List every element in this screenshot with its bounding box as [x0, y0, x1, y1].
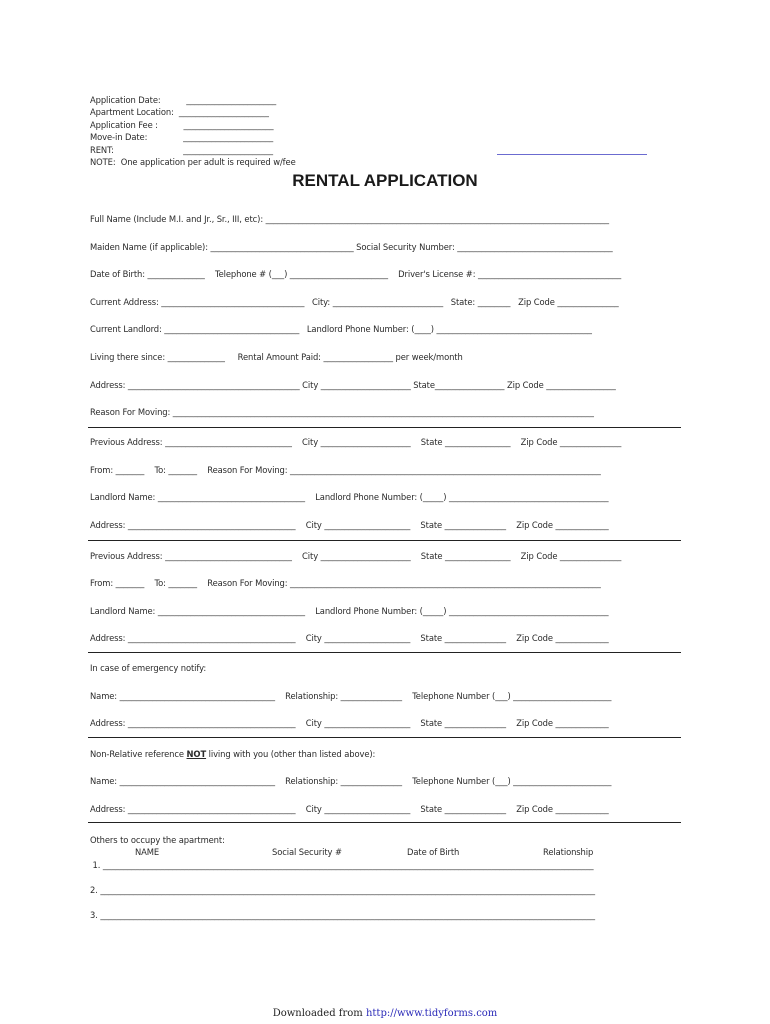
- section-divider: [88, 427, 681, 428]
- reason-moving-field[interactable]: Reason For Moving: _______________________________________________________________________________________________________: [90, 407, 594, 417]
- column-dob: Date of Birth: [407, 847, 460, 857]
- application-date-field[interactable]: Application Date: ______________________: [90, 95, 277, 105]
- footer-prefix: Downloaded from: [272, 1008, 366, 1019]
- section-divider: [88, 822, 681, 823]
- landlord-name-field[interactable]: Landlord Name: ____________________________________ Landlord Phone Number: (_____) _______________________________________: [90, 606, 609, 616]
- move-in-date-field[interactable]: Move-in Date: ______________________: [90, 132, 274, 142]
- application-fee-field[interactable]: Application Fee : ______________________: [90, 120, 274, 130]
- section-divider: [88, 737, 681, 738]
- from-to-field[interactable]: From: _______ To: _______ Reason For Moving: ____________________________________________________________________________: [90, 578, 601, 588]
- occupant-row[interactable]: 2. _________________________________________________________________________________________________________________________: [90, 885, 595, 895]
- emergency-address-field[interactable]: Address: _________________________________________ City _____________________ State _______________ Zip Code _____________: [90, 718, 609, 728]
- footer: [0, 1008, 770, 1019]
- previous-landlord-address-field[interactable]: Address: _________________________________________ City _____________________ State _______________ Zip Code _____________: [90, 633, 609, 643]
- apartment-location-field[interactable]: Apartment Location: ______________________: [90, 107, 269, 117]
- dob-phone-license-field[interactable]: Date of Birth: ______________ Telephone # (___) ________________________ Driver's License #: ___________________________________: [90, 269, 622, 279]
- signature-line[interactable]: [497, 154, 647, 155]
- note-text: NOTE: One application per adult is required w/fee: [90, 157, 296, 167]
- rent-field[interactable]: RENT: ______________________: [90, 145, 273, 155]
- occupants-heading: Others to occupy the apartment:: [90, 835, 225, 845]
- previous-address-field[interactable]: Previous Address: _______________________________ City ______________________ State ________________ Zip Code _______________: [90, 437, 622, 447]
- landlord-name-field[interactable]: Landlord Name: ____________________________________ Landlord Phone Number: (_____) _______________________________________: [90, 492, 609, 502]
- current-landlord-field[interactable]: Current Landlord: _________________________________ Landlord Phone Number: (____) ______________________________________: [90, 324, 592, 334]
- maiden-name-ssn-field[interactable]: Maiden Name (if applicable): ___________________________________ Social Security Number: ______________________________________: [90, 242, 613, 252]
- full-name-field[interactable]: Full Name (Include M.I. and Jr., Sr., III, etc): ____________________________________________________________________________________: [90, 214, 609, 224]
- section-divider: [88, 540, 681, 541]
- occupant-row[interactable]: 1. ________________________________________________________________________________________________________________________: [90, 860, 594, 870]
- reference-heading-pre: Non-Relative reference: [90, 749, 187, 759]
- previous-address-field[interactable]: Previous Address: _______________________________ City ______________________ State ________________ Zip Code _______________: [90, 551, 622, 561]
- reference-heading-post: living with you (other than listed above):: [206, 749, 376, 759]
- column-relationship: Relationship: [543, 847, 594, 857]
- column-name: NAME: [135, 847, 160, 857]
- current-address-field[interactable]: Current Address: ___________________________________ City: ___________________________ State: ________ Zip Code _______________: [90, 297, 619, 307]
- section-divider: [88, 652, 681, 653]
- living-since-field[interactable]: Living there since: ______________ Rental Amount Paid: _________________ per week/month: [90, 352, 463, 362]
- reference-heading: [90, 749, 375, 760]
- page-title: RENTAL APPLICATION: [292, 171, 478, 190]
- reference-name-field[interactable]: Name: ______________________________________ Relationship: _______________ Telephone Number (___) ________________________: [90, 776, 612, 786]
- landlord-address-field[interactable]: Address: __________________________________________ City ______________________ State_________________ Zip Code _________________: [90, 380, 616, 390]
- emergency-heading: In case of emergency notify:: [90, 663, 207, 673]
- occupant-row[interactable]: 3. _________________________________________________________________________________________________________________________: [90, 910, 595, 920]
- reference-heading-not: NOT: [186, 749, 207, 759]
- from-to-field[interactable]: From: _______ To: _______ Reason For Moving: ____________________________________________________________________________: [90, 465, 601, 475]
- footer-link[interactable]: http://www.tidyforms.com: [365, 1008, 498, 1019]
- column-ssn: Social Security #: [272, 847, 342, 857]
- emergency-name-field[interactable]: Name: ______________________________________ Relationship: _______________ Telephone Number (___) ________________________: [90, 691, 612, 701]
- previous-landlord-address-field[interactable]: Address: _________________________________________ City _____________________ State _______________ Zip Code _____________: [90, 520, 609, 530]
- reference-address-field[interactable]: Address: _________________________________________ City _____________________ State _______________ Zip Code _____________: [90, 804, 609, 814]
